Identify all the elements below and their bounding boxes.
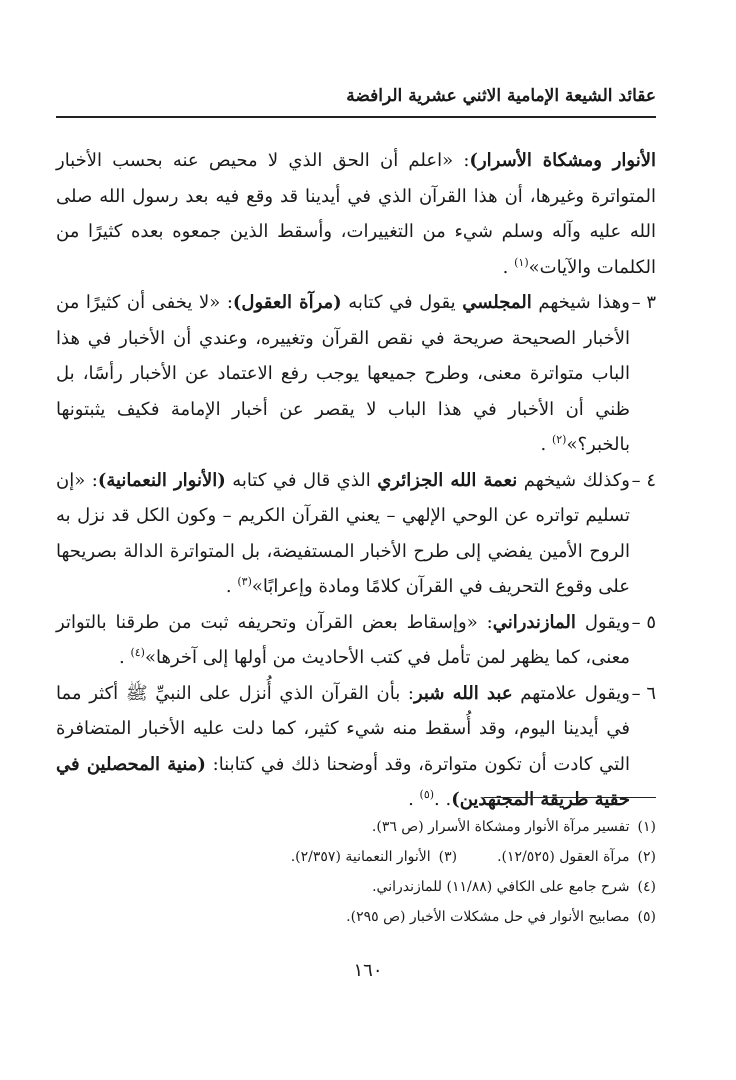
scholar-name: عبد الله شبر <box>413 682 513 704</box>
footnote-ref-1[interactable]: (١) <box>514 255 529 269</box>
scholar-name: نعمة الله الجزائري <box>377 469 518 491</box>
header-rule <box>56 116 656 118</box>
footnote-ref-4[interactable]: (٤) <box>130 646 145 659</box>
item-end: . <box>408 789 420 810</box>
list-item <box>56 463 656 605</box>
item-lead: ويقول علامتهم <box>512 682 630 704</box>
main-text <box>56 143 656 818</box>
item-quote: : «وإسقاط بعض القرآن وتحريفه ثبت من طرقنا بالتواتر معنى، كما يظهر لمن تأمل في كتب الأحاديث من أولها إلى آخرها» <box>56 611 630 668</box>
footnote-number: (١) <box>637 819 656 835</box>
item-end: . <box>225 576 238 597</box>
item-tail: . . <box>434 789 452 810</box>
footnote-number: (٥) <box>637 909 656 925</box>
list-item <box>56 285 656 463</box>
running-header-title: عقائد الشيعة الإمامية الاثني عشرية الرافضة <box>346 86 656 106</box>
footnote-text: مصابيح الأنوار في حل مشكلات الأخبار (ص ٢٩٥). <box>346 909 630 925</box>
running-header <box>56 84 656 116</box>
item-lead: وكذلك شيخهم <box>517 469 630 491</box>
footnote-row <box>56 902 656 932</box>
intro-book-title: الأنوار ومشكاة الأسرار) <box>469 150 656 171</box>
footnote-text: تفسير مرآة الأنوار ومشكاة الأسرار (ص ٣٦). <box>371 819 630 835</box>
scholar-name: المجلسي <box>462 292 532 313</box>
book-title: (منية المحصلين في حقية طريقة المجتهدين) <box>56 753 630 810</box>
footnote-text: الأنوار النعمانية (٢/٣٥٧). <box>290 849 431 865</box>
footnote-text: شرح جامع على الكافي (١١/٨٨) للمازندراني. <box>372 879 630 895</box>
item-mid: الذي قال في كتابه <box>225 469 378 491</box>
footnote-row <box>56 872 656 902</box>
book-title: (الأنوار النعمانية) <box>97 469 226 491</box>
scholar-name: المازندراني <box>492 611 576 633</box>
footnote-ref-2[interactable]: (٢) <box>551 433 567 446</box>
item-mid: : بأن القرآن الذي أُنزل على النبيِّ ﷺ أكثر مما في أيدينا اليوم، وقد أُسقط منه شيء كثير، كما دلت عليه الأخبار المتضافرة التي كادت أن تكون متواترة، وقد أوضحنا ذلك في كتابنا: <box>56 682 630 775</box>
footnote-ref-5[interactable]: (٥) <box>419 788 435 801</box>
item-lead: وهذا شيخهم <box>531 292 630 313</box>
footnote-text: مرآة العقول (١٢/٥٢٥). <box>497 849 630 865</box>
footnotes <box>56 812 656 932</box>
intro-end: . <box>502 256 515 278</box>
intro-quote: : «اعلم أن الحق الذي لا محيص عنه بحسب الأخبار المتواترة وغيرها، أن هذا القرآن الذي في أيدينا قد وقع فيه بعد رسول الله صلى الله عليه وآله وسلم شيء من التغييرات، وأسقط الذين جمعوه بعده كثيرًا من الكلمات والآيات» <box>56 150 656 278</box>
item-number: ٣ – <box>631 292 656 313</box>
item-number: ٤ – <box>631 469 656 491</box>
footnote-number: (٤) <box>637 879 656 895</box>
item-quote: : «لا يخفى أن كثيرًا من الأخبار الصحيحة صريحة في نقص القرآن وتغييره، وعندي أن الأخبار في هذا الباب متواترة معنى، وطرح جميعها يوجب رفع الاعتماد عن الأخبار رأسًا، بل ظني أن الأخبار في هذا الباب لا يقصر عن أخبار الإمامة فكيف يثبتونها بالخبر؟» <box>56 292 630 455</box>
item-end: . <box>540 434 552 455</box>
list-item <box>56 605 656 676</box>
book-title: (مرآة العقول) <box>232 292 342 313</box>
item-lead: ويقول <box>575 611 631 633</box>
item-number: ٦ – <box>631 682 656 704</box>
footnote-row <box>56 812 656 842</box>
intro-paragraph <box>56 143 656 285</box>
item-mid: يقول في كتابه <box>341 292 463 313</box>
page-number: ١٦٠ <box>353 960 383 981</box>
footnote-ref-3[interactable]: (٣) <box>237 575 252 588</box>
footnote-number: (٢) <box>637 849 656 865</box>
item-end: . <box>118 647 131 668</box>
footnote-number: (٣) <box>438 849 458 865</box>
item-quote: : «إن تسليم تواتره عن الوحي الإلهي – يعني القرآن الكريم – وكون الكل قد نزل به الروح الأمين يفضي إلى طرح الأخبار المستفيضة، بل المتواترة الدالة بصريحها على وقوع التحريف في القرآن كلامًا ومادة وإعرابًا» <box>56 469 630 597</box>
footnote-row <box>56 842 656 872</box>
item-number: ٥ – <box>631 611 656 633</box>
footnote-separator <box>484 797 656 798</box>
